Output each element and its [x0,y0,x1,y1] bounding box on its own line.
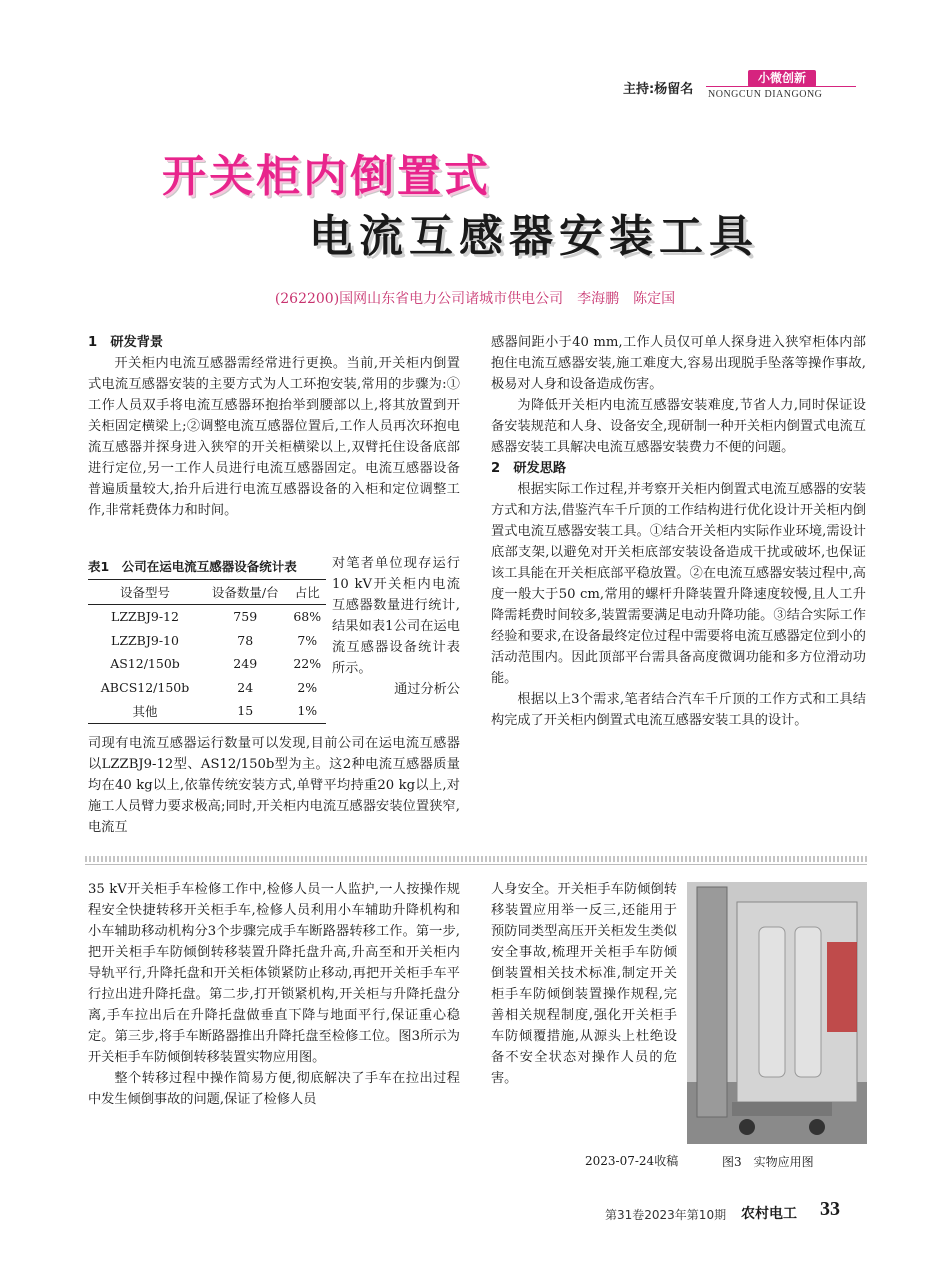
table-header-cell: 设备型号 [88,580,202,605]
table-1-caption: 表1 公司在运电流互感器设备统计表 [88,559,297,574]
table-cell: 1% [288,699,326,723]
table-cell: 2% [297,679,318,695]
lower-left-text [88,879,460,1110]
lower-middle-text [491,879,677,1089]
host-label: 主持:杨留名 [623,82,694,97]
section-1-para-3-start: 通过分析公 [394,682,460,697]
table-cell: LZZBJ9-10 [111,632,179,648]
table-row [88,605,326,629]
table-cell: AS12/150b [110,656,180,672]
table-cell: 759 [233,609,258,625]
table-1 [88,557,332,724]
footer-journal: 农村电工 [741,1206,797,1222]
table-row [88,699,326,723]
col2-para-4: 根据以上3个需求,笔者结合汽车千斤顶的工作方式和工具结构完成了开关柜内倒置式电流互感器安装工具的设计。 [491,692,866,728]
section-1-text [88,332,460,521]
section-2-heading: 2 研发思路 [491,461,567,476]
section-1-para-1: 开关柜内电流互感器需经常进行更换。当前,开关柜内倒置式电流互感器安装的主要方式为人工环抱安装,常用的步骤为:①工作人员双手将电流互感器环抱抬举到腰部以上,将其放置到开关柜固定横梁上;②调整电流互感器位置后,工作人员再次环抱电流互感器并探身进入狭窄的开关柜横梁以上,双臂托住设备底部进行定位,另一工作人员进行电流互感器固定。电流互感器设备普遍质量较大,抬升后进行电流互感器设备的入柜和定位调整工作,非常耗费体力和时间。 [88,356,460,518]
table-header-cell: 设备数量/台 [202,580,288,605]
table-cell: 24 [237,679,254,695]
section-1-para-3 [88,733,460,838]
lower-para-1: 35 kV开关柜手车检修工作中,检修人员一人监护,一人按操作规程安全快捷转移开关柜手车,检修人员利用小车辅助升降机构和小车辅助移动机构分3个步骤完成手车断路器转移工作。第一步,把开关柜手车防倾倒转移装置升降托盘升高,升高至和开关柜内导轨平行,升降托盘和开关柜体锁紧防止移动,再把开关柜手车平行拉出进升降托盘。第二步,打开锁紧机构,开关柜与升降托盘分离,手车拉出后在升降托盘做垂直下降与地面平行,保证重心稳定。第三步,将手车断路器推出升降托盘至检修工位。图3所示为开关柜手车防倾倒转移装置实物应用图。 [88,882,460,1065]
title-line-1: 开关柜内倒置式 [162,151,491,202]
table-cell: 249 [233,656,258,672]
table-header-row [88,580,326,605]
title-line-2: 电流互感器安装工具 [309,211,759,262]
column-rule [706,86,856,87]
figure-3-photo [687,882,867,1144]
section-1-para-3-text: 司现有电流互感器运行数量可以发现,目前公司在运电流互感器以LZZBJ9-12型、AS12/150b型为主。这2种电流互感器质量均在40 kg以上,依靠传统安装方式,单臂平均持重20 kg以上,对施工人员臂力要求极高;同时,开关柜内电流互感器安装位置狭窄,电流互 [88,736,460,835]
table-header-cell: 占比 [288,580,326,605]
section-1-para-2-text: 对笔者单位现存运行10 kV开关柜内电流互感器数量进行统计,结果如表1公司在运电流互感器设备统计表所示。 [332,556,460,676]
received-date: 2023-07-24收稿 [585,1154,679,1168]
col2-para-1: 感器间距小于40 mm,工作人员仅可单人探身进入狭窄柜体内部抱住电流互感器安装,施工难度大,容易出现脱手坠落等操作事故,极易对人身和设备造成伤害。 [491,335,866,392]
page-number: 33 [820,1198,840,1220]
section-1-heading: 1 研发背景 [88,335,164,350]
table-1-grid [88,579,326,724]
right-column-text [491,332,866,731]
table-row [88,676,326,700]
section-divider [85,856,867,862]
lower-para-3: 人身安全。开关柜手车防倾倒转移装置应用举一反三,还能用于预防同类型高压开关柜发生类似安全事故,梳理开关柜手车防倾倒装置相关技术标准,制定开关柜手车防倾倒装置操作规程,完善相关规程制度,强化开关柜手车防倾覆措施,从源头上杜绝设备不安全状态对操作人员的危害。 [491,882,677,1086]
col2-para-2: 为降低开关柜内电流互感器安装难度,节省人力,同时保证设备安装规范和人身、设备安全,现研制一种开关柜内倒置式电流互感器安装工具解决电流互感器安装费力不便的问题。 [491,398,866,455]
table-row [88,629,326,653]
table-cell: 其他 [88,699,202,723]
section-divider-line [85,864,867,865]
table-cell: 7% [297,632,318,648]
author-line: (262200)国网山东省电力公司诸城市供电公司 李海鹏 陈定国 [274,291,676,307]
col2-para-3: 根据实际工作过程,并考察开关柜内倒置式电流互感器的安装方式和方法,借鉴汽车千斤顶的工作结构进行优化设计开关柜内倒置式电流互感器安装工具。①结合开关柜内实际作业环境,需设计底部支架,以避免对开关柜底部安装设备造成干扰或破坏,也保证该工具能在开关柜底部平稳放置。②在电流互感器安装过程中,高度一般大于50 cm,常用的螺杆升降装置升降速度较慢,且人工升降需耗费时间较多,装置需要满足电动升降功能。③结合实际工作经验和要求,在设备最终定位过程中需要将电流互感器定位到小的活动范围内。因此顶部平台需具备高度微调功能和多方位滑动功能。 [491,482,866,686]
table-cell: LZZBJ9-12 [111,609,179,625]
table-cell: 68% [293,609,322,625]
table-cell: 15 [202,699,288,723]
lower-para-2: 整个转移过程中操作简易方便,彻底解决了手车在拉出过程中发生倾倒事故的问题,保证了检修人员 [88,1071,460,1107]
table-cell: 22% [293,656,322,672]
figure-3-caption: 图3 实物应用图 [722,1155,814,1169]
table-cell: ABCS12/150b [100,679,190,695]
section-1-para-2 [332,553,460,700]
table-row [88,652,326,676]
column-tag: 小微创新 [748,70,816,87]
column-subtitle: NONGCUN DIANGONG [708,89,823,100]
equipment-illustration [687,882,867,1144]
table-cell: 78 [237,632,254,648]
footer-issue: 第31卷2023年第10期 [605,1208,727,1222]
